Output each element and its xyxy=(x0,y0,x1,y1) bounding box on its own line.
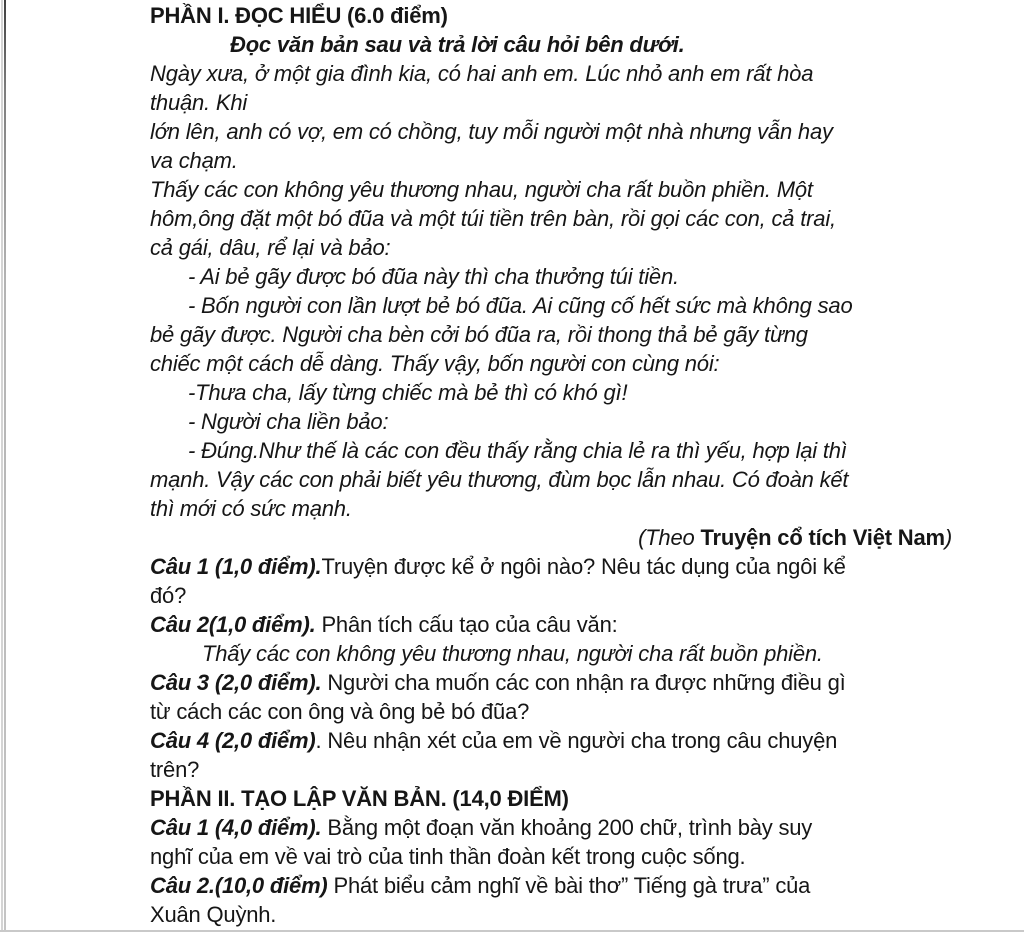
text-line xyxy=(150,1,952,30)
text-run: -Thưa cha, lấy từng chiếc mà bẻ thì có khó gì! xyxy=(188,380,628,405)
text-run: lớn lên, anh có vợ, em có chồng, tuy mỗi người một nhà nhưng vẫn hay xyxy=(150,119,833,144)
text-line xyxy=(150,900,952,929)
text-line xyxy=(150,552,952,581)
text-line xyxy=(150,610,952,639)
text-run: - Ai bẻ gãy được bó đũa này thì cha thưởng túi tiền. xyxy=(188,264,679,289)
text-run: Xuân Quỳnh. xyxy=(150,902,277,927)
text-line xyxy=(150,871,952,900)
text-run: va chạm. xyxy=(150,148,238,173)
text-run: từ cách các con ông và ông bẻ bó đũa? xyxy=(150,699,530,724)
text-run: . Nêu nhận xét của em về người cha trong câu chuyện xyxy=(315,728,838,753)
text-run: trên? xyxy=(150,757,200,782)
text-line xyxy=(150,88,952,117)
text-line xyxy=(150,117,952,146)
text-run: Thấy các con không yêu thương nhau, người cha rất buồn phiền. xyxy=(202,641,823,666)
text-run: ) xyxy=(944,525,952,550)
text-line xyxy=(150,755,952,784)
text-run: Câu 2.(10,0 điểm) xyxy=(150,873,328,898)
text-run: Thấy các con không yêu thương nhau, người cha rất buồn phiền. Một xyxy=(150,177,813,202)
text-line xyxy=(150,204,952,233)
text-line xyxy=(150,407,952,436)
text-run: mạnh. Vậy các con phải biết yêu thương, đùm bọc lẫn nhau. Có đoàn kết xyxy=(150,467,849,492)
text-line xyxy=(150,262,952,291)
text-line xyxy=(150,668,952,697)
text-run: hôm,ông đặt một bó đũa và một túi tiền trên bàn, rồi gọi các con, cả trai, xyxy=(150,206,836,231)
text-run: nghĩ của em về vai trò của tinh thần đoàn kết trong cuộc sống. xyxy=(150,844,746,869)
text-run: - Người cha liền bảo: xyxy=(188,409,389,434)
text-line xyxy=(150,320,952,349)
text-run: thuận. Khi xyxy=(150,90,248,115)
scan-left-edge-line-inner xyxy=(4,0,6,932)
text-run: Câu 1 (1,0 điểm). xyxy=(150,554,322,579)
text-line xyxy=(150,175,952,204)
text-run: Câu 1 (4,0 điểm). xyxy=(150,815,322,840)
text-run: (Theo xyxy=(638,525,701,550)
text-line xyxy=(150,59,952,88)
text-run: Đọc văn bản sau và trả lời câu hỏi bên dưới. xyxy=(230,32,685,57)
text-run: PHẦN II. TẠO LẬP VĂN BẢN. (14,0 ĐIỂM) xyxy=(150,786,569,811)
scan-left-edge-line-outer xyxy=(1,0,3,932)
text-line xyxy=(150,465,952,494)
text-line xyxy=(150,378,952,407)
text-run: Ngày xưa, ở một gia đình kia, có hai anh em. Lúc nhỏ anh em rất hòa xyxy=(150,61,814,86)
text-run: Truyện cổ tích Việt Nam xyxy=(700,525,945,550)
text-run: Truyện được kể ở ngôi nào? Nêu tác dụng của ngôi kể xyxy=(321,554,846,579)
text-line xyxy=(150,726,952,755)
text-line xyxy=(150,697,952,726)
text-line xyxy=(150,581,952,610)
text-run: Người cha muốn các con nhận ra được những điều gì xyxy=(321,670,846,695)
text-line xyxy=(150,842,952,871)
text-line xyxy=(150,146,952,175)
text-run: Phát biểu cảm nghĩ về bài thơ” Tiếng gà trưa” của xyxy=(327,873,811,898)
text-line xyxy=(150,494,952,523)
text-line xyxy=(150,30,952,59)
text-run: PHẦN I. ĐỌC HIỂU (6.0 điểm) xyxy=(150,3,448,28)
text-run: - Bốn người con lần lượt bẻ bó đũa. Ai cũng cố hết sức mà không sao xyxy=(188,293,853,318)
exam-document xyxy=(150,1,952,929)
text-run: - Đúng.Như thế là các con đều thấy rằng chia lẻ ra thì yếu, hợp lại thì xyxy=(188,438,847,463)
text-line xyxy=(150,349,952,378)
text-run: bẻ gãy được. Người cha bèn cởi bó đũa ra, rồi thong thả bẻ gãy từng xyxy=(150,322,808,347)
text-line xyxy=(150,523,952,552)
text-line xyxy=(150,784,952,813)
text-run: thì mới có sức mạnh. xyxy=(150,496,352,521)
text-run: Bằng một đoạn văn khoảng 200 chữ, trình bày suy xyxy=(321,815,813,840)
text-line xyxy=(150,813,952,842)
text-run: Câu 3 (2,0 điểm). xyxy=(150,670,322,695)
text-run: đó? xyxy=(150,583,187,608)
text-run: chiếc một cách dễ dàng. Thấy vậy, bốn người con cùng nói: xyxy=(150,351,720,376)
text-line xyxy=(150,233,952,262)
text-run: Câu 4 (2,0 điểm) xyxy=(150,728,316,753)
text-run: Câu 2(1,0 điểm). xyxy=(150,612,316,637)
text-run: Phân tích cấu tạo của câu văn: xyxy=(315,612,618,637)
text-run: cả gái, dâu, rể lại và bảo: xyxy=(150,235,391,260)
text-line xyxy=(150,436,952,465)
text-line xyxy=(150,639,952,668)
text-line xyxy=(150,291,952,320)
